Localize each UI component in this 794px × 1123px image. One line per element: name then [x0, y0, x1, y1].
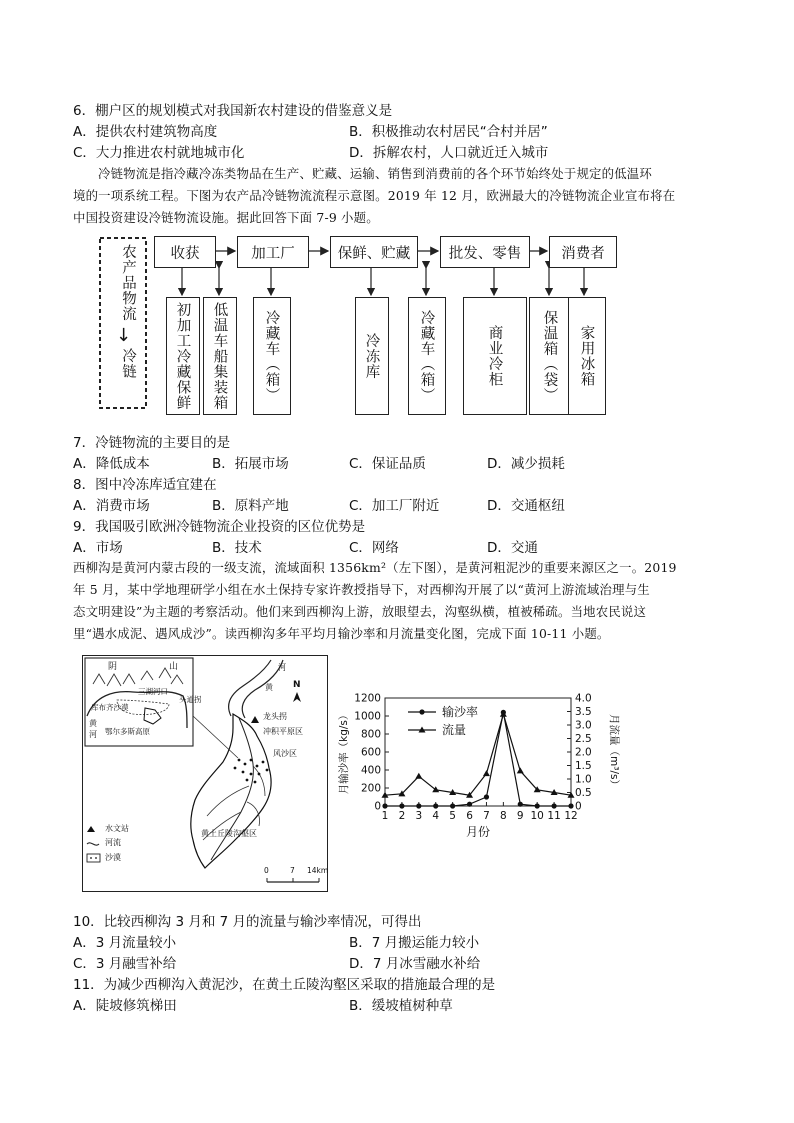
- north-arrow-icon: [293, 692, 301, 702]
- item-home-fridge: 家用冰箱: [568, 297, 606, 415]
- item-low-temp-container: 低温车船集装箱: [203, 297, 237, 415]
- right-tick-label: 3.0: [575, 719, 592, 732]
- series-1-point: [484, 794, 489, 799]
- map-label-plain: 冲积平原区: [263, 727, 303, 736]
- series-1-point: [518, 802, 523, 807]
- chart-svg: [333, 688, 623, 846]
- scale-label-14: 14km: [307, 866, 329, 875]
- sediment-flow-chart: [333, 688, 623, 846]
- inset-pointer: [193, 716, 238, 758]
- right-axis-label: 月流量（m³/s）: [608, 714, 620, 790]
- intro1-line3: 中国投资建设冷链物流设施。据此回答下面 7-9 小题。: [73, 210, 379, 225]
- q11-option-b: B．缓坡植树种草: [349, 998, 453, 1014]
- cold-chain-flow-diagram: [96, 232, 626, 417]
- q7-option-b: B．拓展市场: [212, 456, 289, 472]
- legend-station-label: 水文站: [105, 824, 129, 833]
- series-line-2: [385, 714, 571, 795]
- map-label-sand: 风沙区: [273, 749, 297, 758]
- right-tick-label: 2.0: [575, 746, 592, 759]
- q7-option-c: C．保证品质: [349, 456, 426, 472]
- item-refrigerated-truck-2: 冷藏车（箱）: [408, 297, 446, 415]
- x-tick-label: 8: [500, 810, 507, 822]
- right-tick-label: 2.5: [575, 733, 592, 745]
- left-tick-label: 800: [360, 728, 381, 741]
- stage-harvest: 收获: [154, 236, 216, 268]
- series-1-point: [416, 803, 421, 808]
- desert-dots: [234, 759, 269, 784]
- series-2-point: [483, 770, 490, 776]
- x-tick-label: 7: [483, 810, 490, 822]
- q10-option-b: B．7 月搬运能力较小: [349, 935, 480, 951]
- item-refrigerated-truck-1: 冷藏车（箱）: [253, 297, 291, 415]
- x-tick-label: 11: [547, 810, 561, 822]
- stage-storage: 保鲜、贮藏: [330, 236, 418, 268]
- left-tick-label: 200: [360, 782, 381, 795]
- left-axis-label: 月输沙率（kg/s）: [338, 709, 350, 795]
- map-label-longtouguai: 龙头拐: [263, 712, 287, 721]
- x-tick-label: 2: [398, 810, 406, 822]
- q8-stem: 8．图中冷冻库适宜建在: [73, 477, 217, 493]
- intro2-line4: 里“遇水成泥、遇风成沙”。读西柳沟多年平均月输沙率和月流量变化图，完成下面 10-11 小题。: [73, 626, 610, 641]
- series-2-point: [415, 773, 422, 779]
- left-tick-label: 400: [360, 764, 381, 777]
- q8-option-c: C．加工厂附近: [349, 498, 440, 514]
- q9-option-b: B．技术: [212, 540, 262, 556]
- left-tick-label: 1200: [354, 692, 381, 705]
- right-tick-label: 1.5: [575, 760, 592, 772]
- legend-label-1: 输沙率: [442, 705, 479, 719]
- series-1-point: [433, 803, 438, 808]
- x-tick-label: 10: [530, 810, 544, 822]
- legend-label-2: 流量: [442, 723, 467, 737]
- right-tick-label: 3.5: [575, 706, 592, 718]
- intro2-line2: 年 5 月，某中学地理研学小组在水土保持专家许教授指导下，对西柳沟开展了以“黄河上游流域治理与生: [73, 582, 650, 597]
- right-tick-label: 4.0: [575, 692, 592, 705]
- item-insulated-box: 保温箱（袋）: [529, 297, 571, 415]
- right-tick-label: 1.0: [575, 773, 592, 786]
- item-initial-processing: 初加工冷藏保鲜: [166, 297, 200, 415]
- q6-stem: 6．棚户区的规划模式对我国新农村建设的借鉴意义是: [73, 103, 393, 119]
- side-label: 农产品物流: [120, 244, 136, 322]
- inset-label-ordos: 鄂尔多斯高原: [105, 727, 150, 736]
- series-1-point: [568, 803, 573, 808]
- legend-river-label: 河流: [105, 838, 121, 847]
- scale-label-0: 0: [264, 866, 269, 875]
- q11-stem: 11．为减少西柳沟入黄泥沙，在黄土丘陵沟壑区采取的措施最合理的是: [73, 977, 496, 993]
- legend-station-icon: [87, 826, 95, 832]
- intro1-line1: 冷链物流是指冷藏冷冻类物品在生产、贮藏、运输、销售到消费前的各个环节始终处于规定的低温环: [98, 166, 652, 181]
- q6-option-a: A．提供农村建筑物高度: [73, 124, 218, 140]
- q7-option-d: D．减少损耗: [487, 456, 565, 472]
- series-1-point: [551, 803, 556, 808]
- x-axis-label: 月份: [465, 825, 491, 839]
- item-freezer-warehouse: 冷冻库: [355, 297, 389, 415]
- north-label: N: [293, 680, 301, 690]
- series-line-1: [385, 712, 571, 806]
- q10-option-d: D．7 月冰雪融水补给: [349, 956, 481, 972]
- inset-label-toudaoguai: 头道拐: [179, 695, 202, 704]
- q11-option-a: A．陡坡修筑梯田: [73, 998, 177, 1014]
- legend-river-icon: [87, 843, 99, 845]
- q7-option-a: A．降低成本: [73, 456, 150, 472]
- q9-option-d: D．交通: [487, 540, 538, 556]
- series-1-point: [450, 803, 455, 808]
- stage-factory: 加工厂: [237, 236, 309, 268]
- x-tick-label: 5: [449, 810, 456, 822]
- map-label-he: 河: [278, 663, 286, 672]
- side-down-arrow: ↓: [116, 325, 132, 346]
- basin-outline: [191, 714, 271, 868]
- map-label-huang: 黄: [265, 683, 273, 692]
- series-1-point: [382, 803, 387, 808]
- xiliugou-map: [82, 655, 328, 892]
- q9-option-a: A．市场: [73, 540, 123, 556]
- q9-stem: 9．我国吸引欧洲冷链物流企业投资的区位优势是: [73, 519, 366, 535]
- left-tick-label: 1000: [354, 710, 381, 723]
- inset-label-shan: 山: [169, 662, 179, 672]
- scale-label-7: 7: [290, 866, 295, 875]
- stage-consumer: 消费者: [549, 236, 617, 268]
- series-1-point: [467, 802, 472, 807]
- legend-desert-icon: [87, 854, 100, 862]
- right-tick-label: 0: [575, 800, 582, 813]
- q7-stem: 7．冷链物流的主要目的是: [73, 435, 231, 451]
- inset-label-kubuqi: 库布齐沙漠: [91, 703, 129, 712]
- intro2-line1: 西柳沟是黄河内蒙古段的一级支流，流域面积 1356km²（左下图），是黄河粗泥沙的重要来源区之一。2019: [73, 560, 677, 575]
- q6-option-d: D．拆解农村，人口就近迁入城市: [349, 145, 549, 161]
- series-1-point: [535, 803, 540, 808]
- x-tick-label: 9: [516, 810, 524, 822]
- right-tick-label: 0.5: [575, 787, 592, 799]
- q8-option-a: A．消费市场: [73, 498, 150, 514]
- q10-stem: 10．比较西柳沟 3 月和 7 月的流量与输沙率情况，可得出: [73, 914, 422, 930]
- left-tick-label: 600: [360, 746, 381, 759]
- inset-label-he: 河: [89, 730, 97, 739]
- series-2-point: [517, 767, 524, 773]
- q8-option-d: D．交通枢纽: [487, 498, 565, 514]
- q10-option-a: A．3 月流量较小: [73, 935, 177, 951]
- map-label-loess: 黄土丘陵沟壑区: [201, 829, 257, 838]
- x-tick-label: 4: [432, 810, 440, 822]
- series-1-point: [399, 803, 404, 808]
- main-yellow-river-b: [242, 660, 283, 718]
- x-tick-label: 1: [381, 810, 389, 822]
- stage-wholesale-retail: 批发、零售: [440, 236, 530, 268]
- inset-label-huang: 黄: [89, 719, 97, 728]
- x-tick-label: 3: [415, 810, 423, 822]
- q10-option-c: C．3 月融雪补给: [73, 956, 177, 972]
- q6-option-c: C．大力推进农村就地城市化: [73, 145, 245, 161]
- inset-label-yin: 阴: [108, 662, 118, 672]
- station-marker: [251, 716, 259, 723]
- q8-option-b: B．原料产地: [212, 498, 289, 514]
- side-bottom-label: 冷链: [120, 348, 136, 379]
- inset-label-sanhu: 三湖河口: [138, 687, 168, 696]
- x-tick-label: 12: [564, 810, 578, 822]
- left-tick-label: 0: [374, 800, 381, 813]
- item-commercial-freezer: 商业冷柜: [463, 297, 527, 415]
- q9-option-c: C．网络: [349, 540, 399, 556]
- legend-marker-1: [419, 709, 424, 714]
- q6-option-b: B．积极推动农村居民“合村并居”: [349, 124, 548, 140]
- intro1-line2: 境的一项系统工程。下图为农产品冷链物流流程示意图。2019 年 12 月，欧洲最大的冷链物流企业宣布将在: [73, 188, 676, 203]
- legend-desert-label: 沙漠: [105, 853, 121, 862]
- intro2-line3: 态文明建设”为主题的考察活动。他们来到西柳沟上游，放眼望去，沟壑纵横，植被稀疏。当地农民说这: [73, 604, 647, 619]
- x-tick-label: 6: [466, 810, 473, 822]
